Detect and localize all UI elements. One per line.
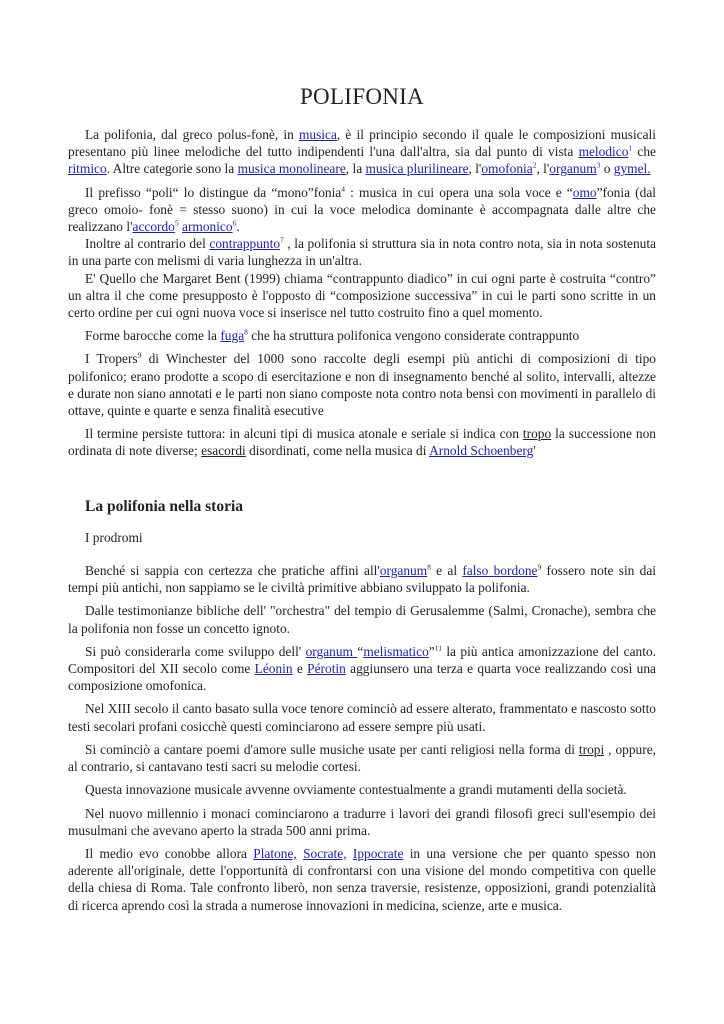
paragraph-millennio: Nel nuovo millennio i monaci cominciarono a tradurre i lavori dei grandi filosofi greci sull'esempio dei musulmani che avevano aperto la strada 500 anni prima. <box>68 805 656 838</box>
footnote-ref: 9 <box>537 562 542 572</box>
paragraph-prefisso <box>68 184 656 236</box>
link-ippocrate[interactable]: Ippocrate <box>352 845 404 861</box>
text: e al <box>430 563 463 579</box>
text: Il medio evo conobbe allora <box>85 845 254 861</box>
link-melodico[interactable]: melodico <box>578 144 629 160</box>
section-heading: La polifonia nella storia <box>85 497 244 515</box>
footnote-ref[interactable]: 3 <box>596 160 601 170</box>
text: Benché si sappia con certezza che pratiche affini all' <box>85 563 380 579</box>
text: ' <box>533 443 536 459</box>
text: , è il principio secondo il quale le composizioni musicali presentano più linee melodiche del tutto indipendenti l'una dall'altra, sia dal punto di vista <box>68 127 657 160</box>
paragraph-testimonianze: Dalle testimonianze bibliche dell' "orchestra" del tempio di Gerusalemme (Salmi, Cronache), sembra che la polifonia non fosse un concetto ignoto. <box>68 603 656 636</box>
footnote-ref: 9 <box>137 350 142 360</box>
link-musica-monolineare[interactable]: musica monolineare <box>237 161 346 177</box>
paragraph-xiii-secolo: Nel XIII secolo il canto basato sulla voce tenore cominciò ad essere alterato, frammentato e nascosto sotto testi secolari profani cosicchè questi cominciarono ad essere sempre più usati. <box>68 701 656 734</box>
paragraph-termine <box>68 425 656 459</box>
subheading: I prodromi <box>85 529 143 545</box>
text: Il prefisso “poli“ lo distingue da “mono”fonia <box>85 184 342 200</box>
footnote-ref[interactable]: 8 <box>244 327 248 337</box>
link-gymel[interactable]: gymel. <box>613 161 651 177</box>
link-accordo[interactable]: accordo <box>132 219 175 235</box>
paragraph-fuga <box>68 327 656 344</box>
link-leonin[interactable]: Léonin <box>254 661 293 677</box>
text: che <box>632 144 656 160</box>
text: disordinati, come nella musica di <box>245 443 430 459</box>
footnote-ref[interactable]: 6 <box>232 218 237 228</box>
text: di Winchester del 1000 sono raccolte degli esempi più antichi di composizioni di tipo polifonico; erano prodotte a scopo di esercitazione e non di insegnamento benché al solito, intervalli, altezze e durate non siano annotati e le parti non siano composte nota contro nota bensì con movimenti in parallelo di ottave, quinte e quarte e senza finalità esecutive <box>68 351 656 419</box>
text: , la polifonia si struttura sia in nota contro nota, sia in nota sostenuta in una parte con melismi di varia lunghezza in un'altra. <box>68 236 656 269</box>
footnote-ref: 4 <box>341 184 346 194</box>
footnote-ref[interactable]: 1 <box>628 143 633 153</box>
link-contrappunto[interactable]: contrappunto <box>209 236 281 252</box>
paragraph-innovazione: Questa innovazione musicale avvenne ovviamente contestualmente a grandi mutamenti della società. <box>85 782 627 798</box>
text: . Altre categorie sono la <box>106 161 238 177</box>
text: La polifonia, dal greco polus-fonè, in <box>85 127 299 142</box>
text: , la <box>345 161 366 177</box>
text: , l' <box>536 161 550 177</box>
text: fossero note sin dai tempi più antichi, non sappiamo se le civiltà primitive abbiano sviluppato la polifonia. <box>68 563 656 596</box>
paragraph-bent: E' Quello che Margaret Bent (1999) chiama “contrappunto diadico” in cui ogni parte è costruita “contro” un altra il che come presupposto è l'opposto di “composizione successiva” in cui le parti sono scritte in un certo ordine per cui ogni nuova voce si inserisce nel tutto costruito fino a quel momento. <box>68 270 656 321</box>
paragraph-tropers <box>68 350 656 419</box>
text: “ <box>357 643 364 659</box>
text: Il termine persiste tuttora: in alcuni tipi di musica atonale e seriale si indica con <box>85 426 523 442</box>
text: ”fonia (dal greco omoio- fonè = stesso suono) in cui la voce melodica dominante è accompagnata dalle altre che realizzano l' <box>68 184 657 235</box>
link-socrate[interactable]: Socrate, <box>303 845 347 861</box>
footnote-ref: 11 <box>434 643 442 653</box>
text: , oppure, al contrario, si cantavano testi sacri su melodie cortesi. <box>68 741 657 775</box>
link-ritmico[interactable]: ritmico <box>68 161 107 177</box>
link-falso-bordone[interactable]: falso bordone <box>462 563 538 579</box>
link-perotin[interactable]: Pérotin <box>307 661 346 677</box>
footnote-ref[interactable]: 5 <box>174 218 179 228</box>
document-body <box>68 126 656 920</box>
paragraph-medio-evo <box>68 845 656 914</box>
link-fuga[interactable]: fuga <box>220 328 245 344</box>
text: ” <box>428 643 435 659</box>
text: e <box>292 661 308 677</box>
paragraph-organum <box>68 562 656 596</box>
footnote-ref[interactable]: 7 <box>280 235 284 245</box>
footnote-ref: 8 <box>427 562 431 572</box>
text: I Tropers <box>85 351 138 367</box>
text: aggiunsero una terza e quarta voce realizzando così una composizione omofonica. <box>68 661 656 694</box>
link-organum[interactable]: organum <box>379 563 428 579</box>
link-musica[interactable]: musica <box>298 127 337 142</box>
tropi-underlined: tropi <box>578 741 605 757</box>
link-melismatico[interactable]: melismatico <box>363 643 429 659</box>
link-armonico[interactable]: armonico <box>182 219 233 235</box>
text: Inoltre al contrario del <box>85 236 210 252</box>
text: la più antica amonizzazione del canto. Compositori del XII secolo come <box>68 643 656 677</box>
text: in una versione che per quanto spesso non aderente all'originale, dette l'opportunità di confrontarsi con una visione del mondo competitiva con quelle della chiesa di Roma. Tale confronto liberò, non senza traversie, resistenze, opposizioni, grandi potenzialità di ricerca aprendo così la strada a numerose innovazioni in medicina, scienze, arte e musica. <box>68 845 656 913</box>
link-omofonia[interactable]: omofonia <box>481 161 533 177</box>
link-organum-2[interactable]: organum <box>305 643 358 659</box>
text: . <box>236 219 240 235</box>
link-omo[interactable]: omo <box>572 184 597 200</box>
text: , l' <box>468 161 482 177</box>
paragraph-melismatico <box>68 643 656 695</box>
paragraph-tropi <box>68 741 656 775</box>
tropo-underlined: tropo <box>522 426 552 442</box>
paragraph-intro <box>68 126 656 178</box>
text: : musica in cui opera una sola voce e “ <box>345 184 573 200</box>
text: la successione non ordinata di note diverse; <box>68 426 656 459</box>
text: Si cominciò a cantare poemi d'amore sulle musiche usate per canti religiosi nella forma di <box>85 741 579 757</box>
link-musica-plurilineare[interactable]: musica plurilineare <box>365 161 469 177</box>
text: che ha struttura polifonica vengono considerate contrappunto <box>247 328 580 344</box>
text: Forme barocche come la <box>85 328 221 344</box>
page-title: POLIFONIA <box>299 84 425 109</box>
footnote-ref[interactable]: 2 <box>532 160 537 170</box>
text: Si può considerarla come sviluppo dell' <box>85 643 306 659</box>
link-arnold-schoenberg[interactable]: Arnold Schoenberg <box>429 443 534 459</box>
link-platone[interactable]: Platone, <box>253 845 297 861</box>
link-organum[interactable]: organum <box>549 161 597 177</box>
esacordi-underlined: esacordi <box>201 443 246 459</box>
text: o <box>600 161 614 177</box>
paragraph-contrappunto <box>68 235 656 269</box>
